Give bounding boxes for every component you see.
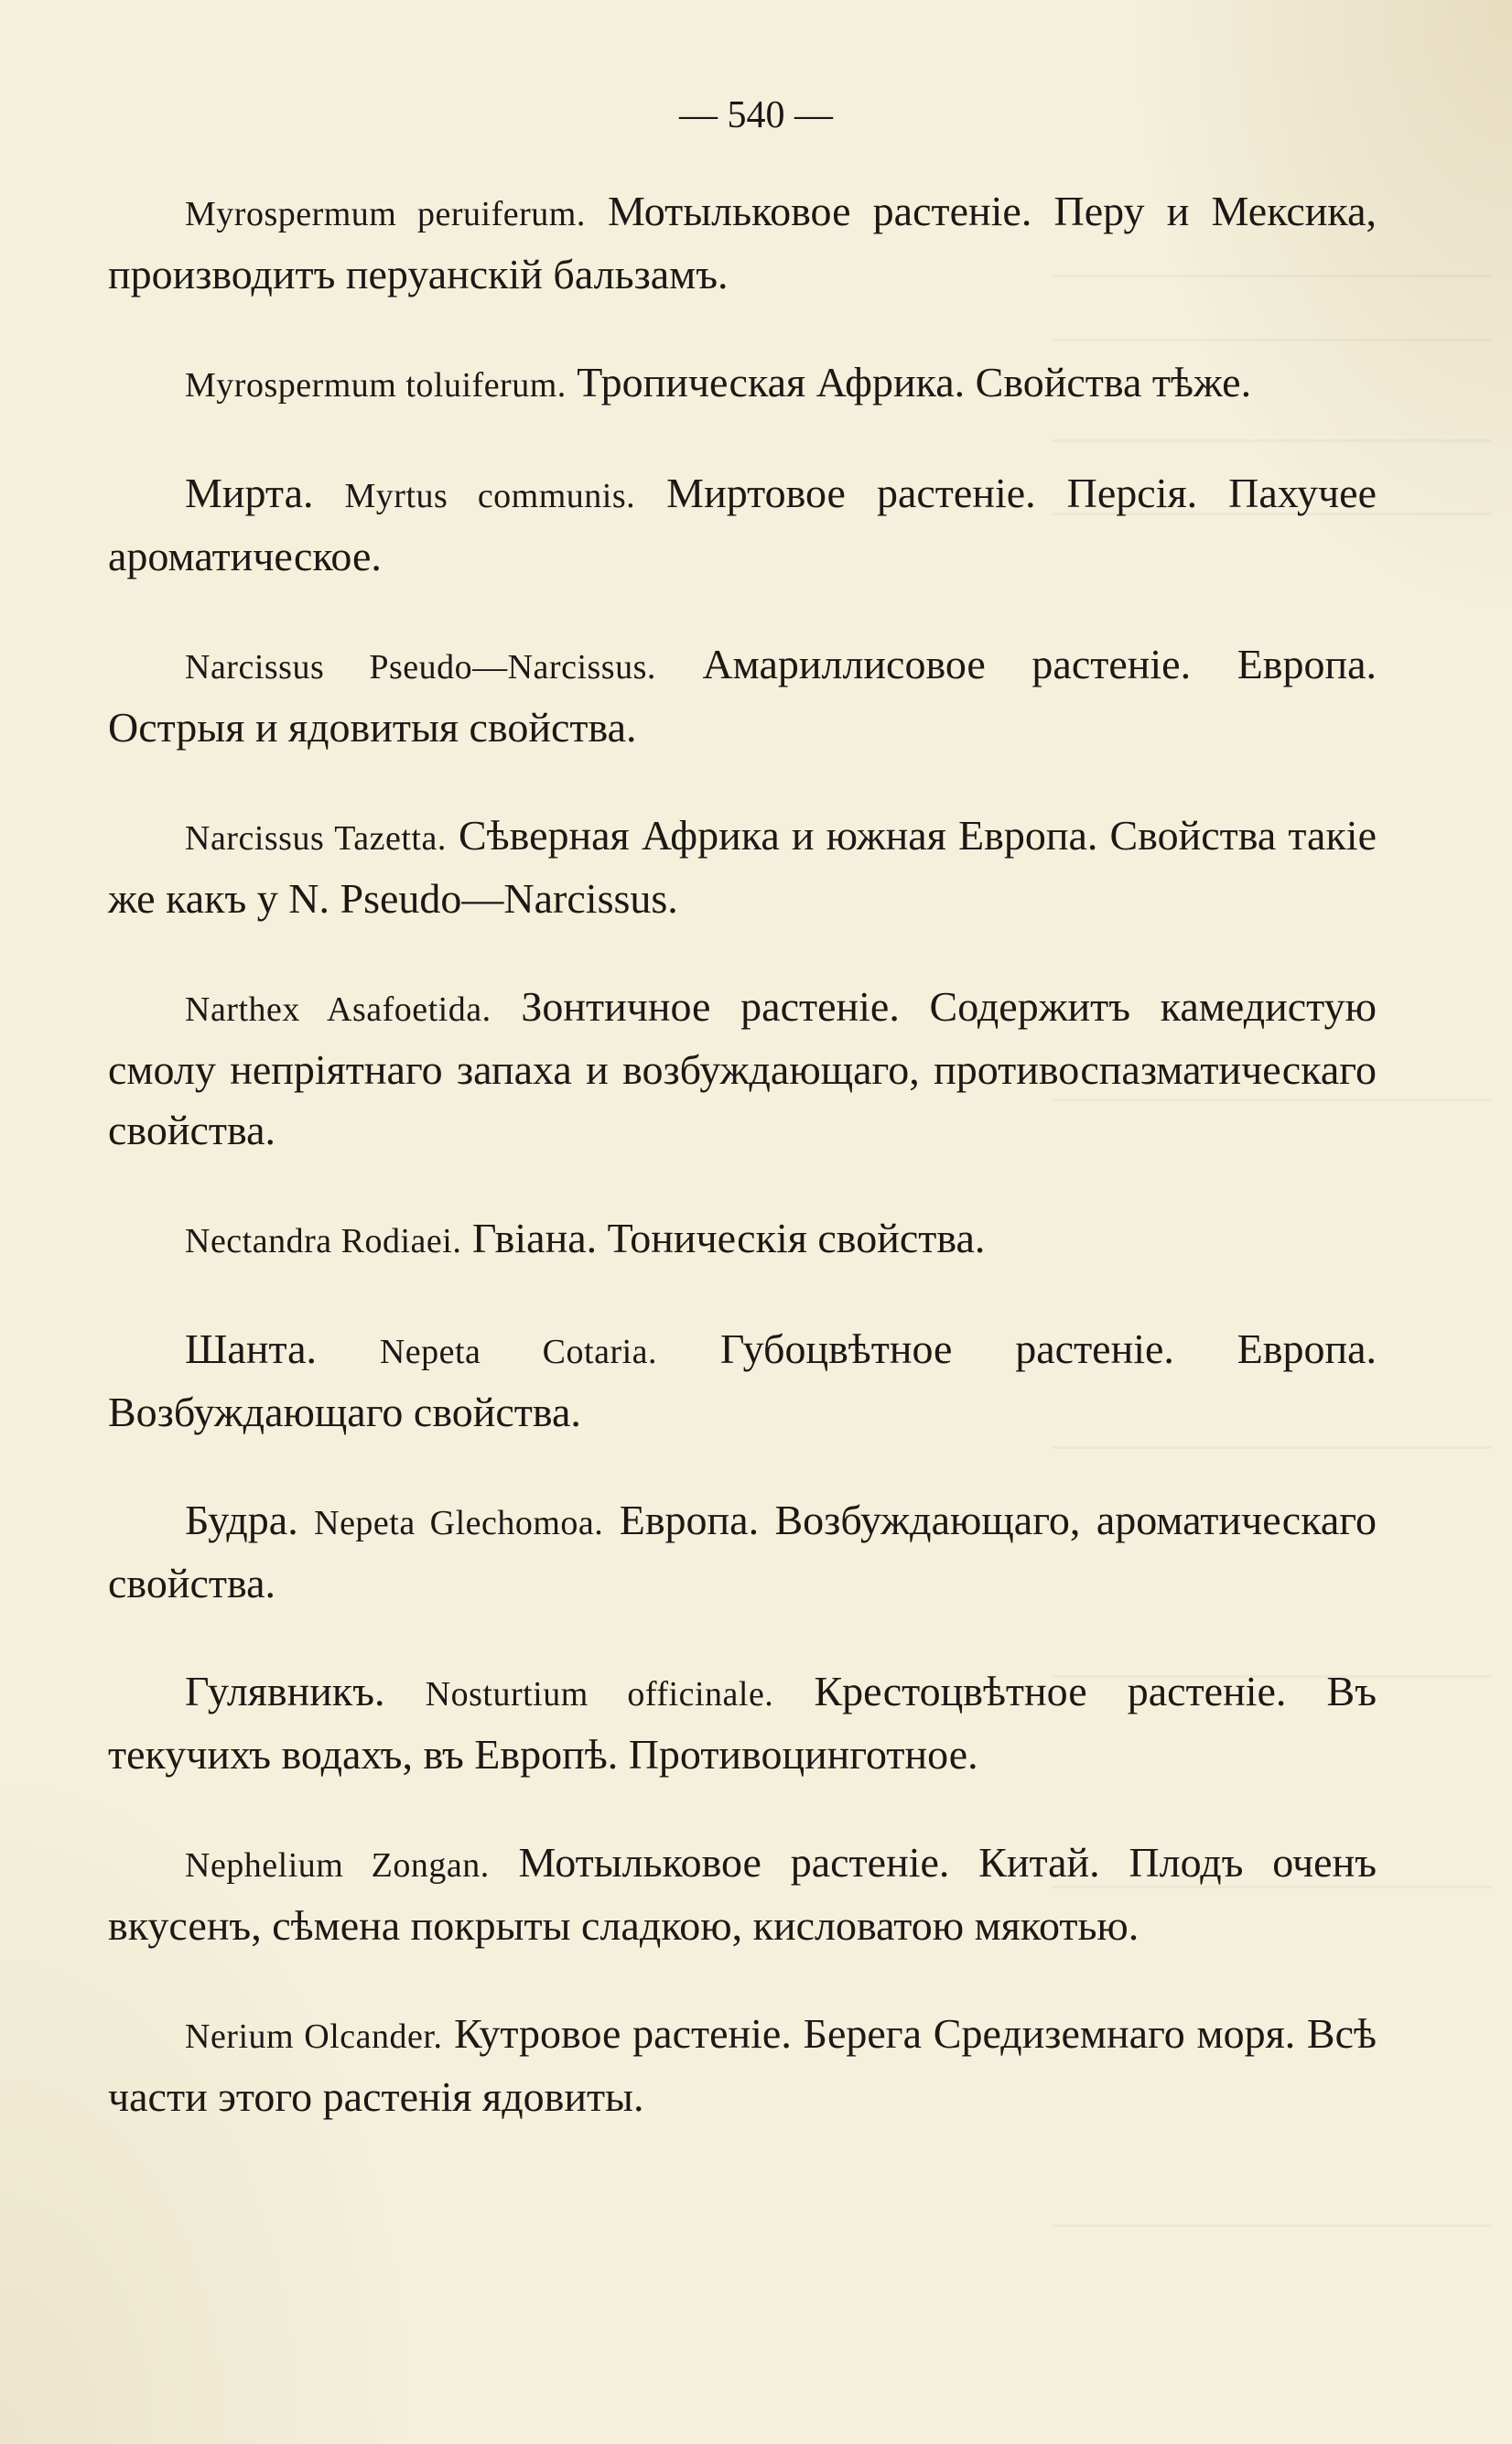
bleed-through-line [1053,2224,1492,2227]
russian-name: Мирта. [185,470,314,516]
entry-narcissus-tazetta [108,806,1377,929]
latin-name: Nepeta Glechomoa. [314,1504,604,1542]
entry-nepeta-glechomoa [108,1490,1377,1614]
latin-name: Nosturtium officinale. [425,1675,774,1714]
entry-text: Мотыльковое растеніе. Перу и Мексика, производитъ перуанскій бальзамъ. [108,188,1377,297]
entry-text: Европа. Возбуждающаго, ароматическаго свойства. [108,1497,1377,1606]
entry-text: Амариллисовое растеніе. Европа. Острыя и ядовитыя свойства. [108,641,1377,751]
entry-text: Зонтичное растеніе. Содержитъ камедистую смолу непріятнаго запаха и возбуждающаго, противоспазматическаго свойства. [108,983,1377,1153]
entry-text: Крестоцвѣтное растеніе. Въ текучихъ водахъ, въ Европѣ. Противоцинготное. [108,1668,1377,1778]
page-number: — 540 — [679,94,833,136]
entry-nectandra-rodiaei [108,1208,1377,1271]
entry-nerium-olcander [108,2004,1377,2127]
entry-myrospermum-toluiferum [108,352,1377,416]
entry-text: Мотыльковое растеніе. Китай. Плодъ оченъ вкусенъ, сѣмена покрыты сладкою, кисловатою мякотью. [108,1839,1377,1949]
entry-list [108,181,1377,2175]
entry-text: Гвіана. Тоническія свойства. [471,1215,986,1261]
latin-name: Narcissus Pseudo—Narcissus. [185,648,656,687]
entry-text: Губоцвѣтное растеніе. Европа. Возбуждающаго свойства. [108,1325,1377,1435]
latin-name: Nephelium Zongan. [185,1846,490,1885]
russian-name: Гулявникъ. [185,1668,385,1714]
latin-name: Narthex Asafoetida. [185,990,491,1029]
entry-text: Миртовое растеніе. Персія. Пахучее ароматическое. [108,470,1377,579]
entry-text: Тропическая Африка. Свойства тѣже. [577,359,1252,406]
entry-narcissus-pseudo [108,634,1377,758]
latin-name: Nerium Olcander. [185,2017,443,2056]
entry-nosturtium-officinale [108,1661,1377,1785]
latin-name: Myrospermum toluiferum. [185,366,567,405]
russian-name: Будра. [185,1497,298,1543]
entry-nephelium-zongan [108,1833,1377,1956]
entry-text: Сѣверная Африка и южная Европа. Свойства такіе же какъ у N. Pseudo—Narcissus. [108,812,1377,922]
entry-text: Кутровое растеніе. Берега Средиземнаго моря. Всѣ части этого растенія ядовиты. [108,2010,1377,2120]
russian-name: Шанта. [185,1325,318,1372]
latin-name: Nectandra Rodiaei. [185,1222,462,1260]
entry-myrtus-communis [108,463,1377,587]
entry-myrospermum-peruiferum [108,181,1377,305]
latin-name: Myrospermum peruiferum. [185,195,586,233]
entry-narthex-asafoetida [108,977,1377,1161]
latin-name: Myrtus communis. [344,477,636,515]
latin-name: Nepeta Cotaria. [379,1333,658,1371]
entry-nepeta-cotaria [108,1319,1377,1443]
latin-name: Narcissus Tazetta. [185,819,447,858]
